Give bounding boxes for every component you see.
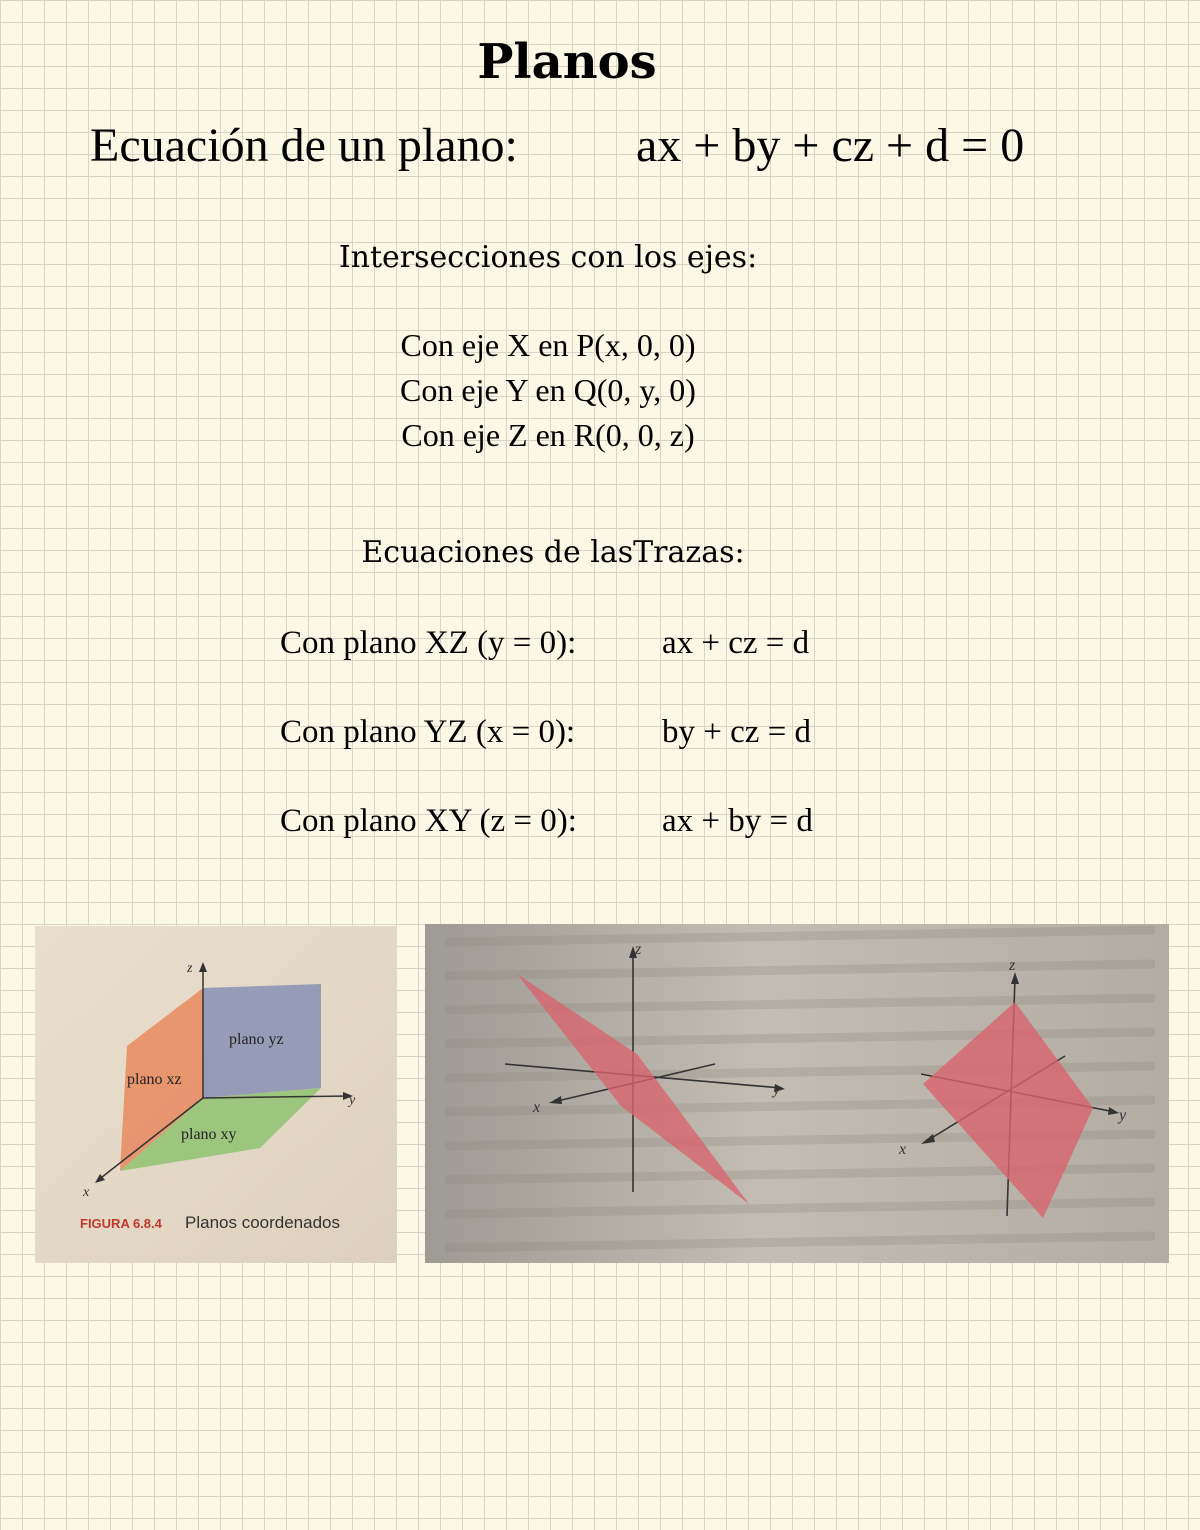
planes-3d-figure xyxy=(425,924,1169,1263)
planes-3d-photo xyxy=(425,924,1169,1263)
left-axis-y-label: y xyxy=(773,1081,781,1098)
intersection-z: Con eje Z en R(0, 0, z) xyxy=(401,417,695,453)
left-axis-x-label: x xyxy=(533,1099,541,1116)
trace-xz-label: Con plano XZ (y = 0): xyxy=(280,625,577,661)
intersection-y: Con eje Y en Q(0, y, 0) xyxy=(400,372,696,408)
traces-heading: Ecuaciones de lasTrazas: xyxy=(361,535,745,570)
left-axis-z-label: z xyxy=(635,941,642,958)
trace-xy-label: Con plano XY (z = 0): xyxy=(280,803,577,839)
plane-xy-label: plano xy xyxy=(181,1126,237,1143)
intersection-x: Con eje X en P(x, 0, 0) xyxy=(400,327,696,363)
caption-number: FIGURA 6.8.4 xyxy=(80,1216,162,1231)
trace-yz-label: Con plano YZ (x = 0): xyxy=(280,714,576,750)
coordinate-planes-photo xyxy=(35,926,397,1263)
right-axis-x-label: x xyxy=(899,1141,907,1158)
axis-z-label: z xyxy=(187,961,193,976)
intersections-heading: Intersecciones con los ejes: xyxy=(338,240,758,275)
trace-xz-equation: ax + cz = d xyxy=(662,625,810,661)
caption-text: Planos coordenados xyxy=(185,1213,341,1232)
coordinate-planes-figure xyxy=(35,926,397,1263)
right-axis-z-label: z xyxy=(1009,957,1016,974)
trace-xy-equation: ax + by = d xyxy=(662,803,813,839)
axis-x-label: x xyxy=(83,1185,90,1200)
equation-label: Ecuación de un plano: xyxy=(90,119,518,172)
right-axis-y-label: y xyxy=(1119,1107,1127,1124)
trace-yz-equation: by + cz = d xyxy=(662,714,812,750)
page-title: Planos xyxy=(477,34,657,90)
axis-y-label: y xyxy=(349,1093,356,1108)
equation-formula: ax + by + cz + d = 0 xyxy=(636,119,1025,172)
plane-xz-label: plano xz xyxy=(127,1071,182,1088)
plane-yz-label: plano yz xyxy=(229,1031,284,1048)
